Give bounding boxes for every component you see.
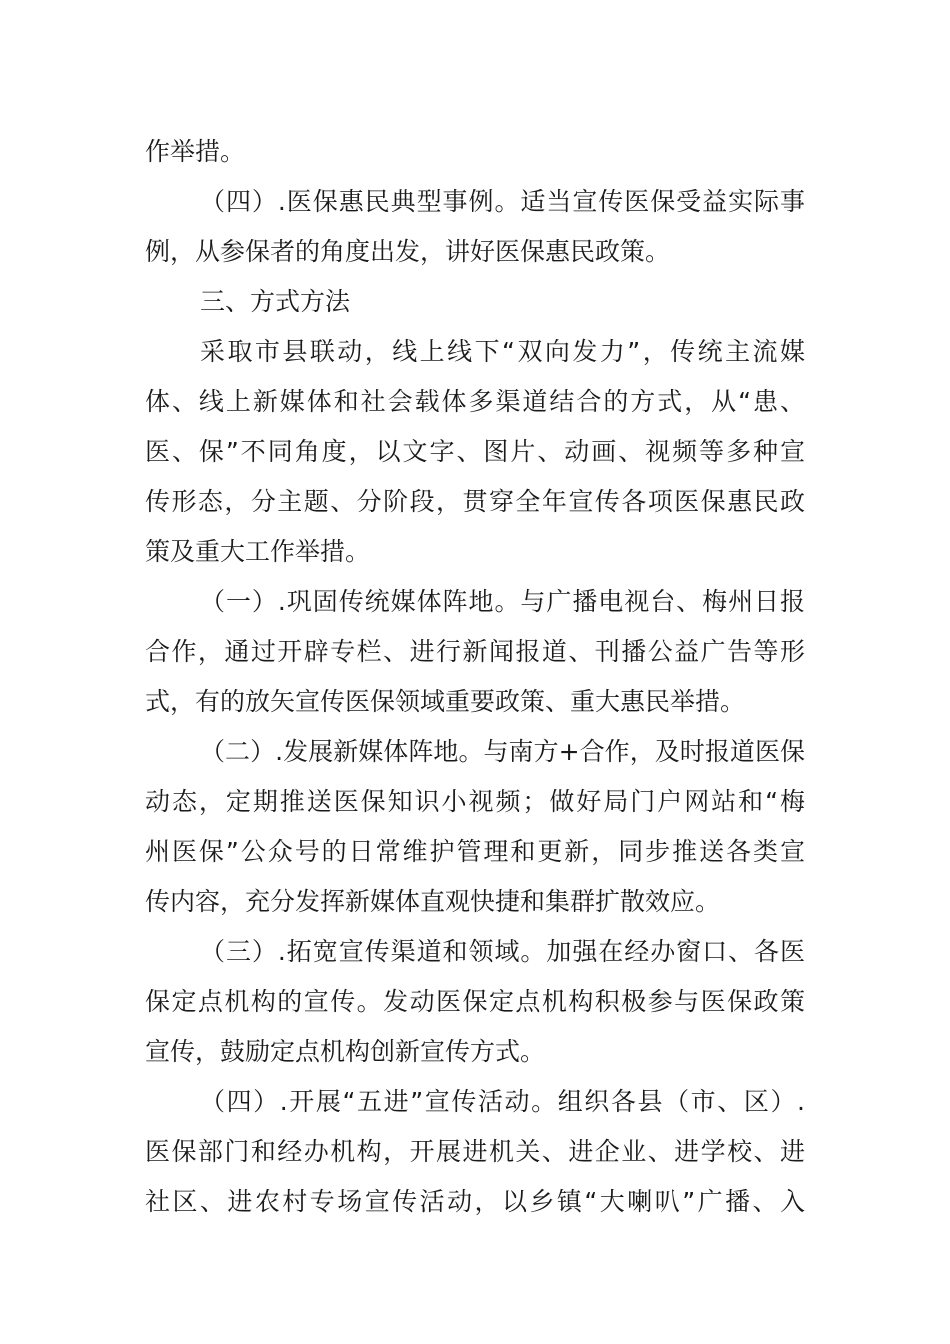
text-line: 医、保”不同角度，以文字、图片、动画、视频等多种宣 xyxy=(145,437,805,466)
text-line: 宣传，鼓励定点机构创新宣传方式。 xyxy=(145,1037,546,1066)
section-heading: 三、方式方法 xyxy=(200,287,351,316)
text-line: 式，有的放矢宣传医保领域重要政策、重大惠民举措。 xyxy=(145,687,746,716)
text-line: 州医保”公众号的日常维护管理和更新，同步推送各类宣 xyxy=(145,837,805,866)
text-line: 医保部门和经办机构，开展进机关、进企业、进学校、进 xyxy=(145,1137,805,1166)
text-line: 体、线上新媒体和社会载体多渠道结合的方式，从“患、 xyxy=(145,387,805,416)
text-line: 策及重大工作举措。 xyxy=(145,537,371,566)
text-line: 合作，通过开辟专栏、进行新闻报道、刊播公益广告等形 xyxy=(145,637,805,666)
text-line: （一）.巩固传统媒体阵地。与广播电视台、梅州日报 xyxy=(200,587,805,616)
text-line: 动态，定期推送医保知识小视频；做好局门户网站和“梅 xyxy=(145,787,805,816)
text-line: 社区、进农村专场宣传活动，以乡镇“大喇叭”广播、入 xyxy=(145,1187,805,1216)
text-line: 采取市县联动，线上线下“双向发力”，传统主流媒 xyxy=(200,337,805,366)
text-line: 传形态，分主题、分阶段，贯穿全年宣传各项医保惠民政 xyxy=(145,487,805,516)
text-line: （二）.发展新媒体阵地。与南方+合作，及时报道医保 xyxy=(200,737,805,766)
text-line: （三）.拓宽宣传渠道和领域。加强在经办窗口、各医 xyxy=(200,937,805,966)
text-line: （四）.开展“五进”宣传活动。组织各县（市、区）. xyxy=(200,1087,805,1116)
text-line: 例，从参保者的角度出发，讲好医保惠民政策。 xyxy=(145,237,671,266)
text-line: 保定点机构的宣传。发动医保定点机构积极参与医保政策 xyxy=(145,987,805,1016)
text-line: 作举措。 xyxy=(145,137,246,166)
text-line: （四）.医保惠民典型事例。适当宣传医保受益实际事 xyxy=(200,187,805,216)
text-line: 传内容，充分发挥新媒体直观快捷和集群扩散效应。 xyxy=(145,887,721,916)
